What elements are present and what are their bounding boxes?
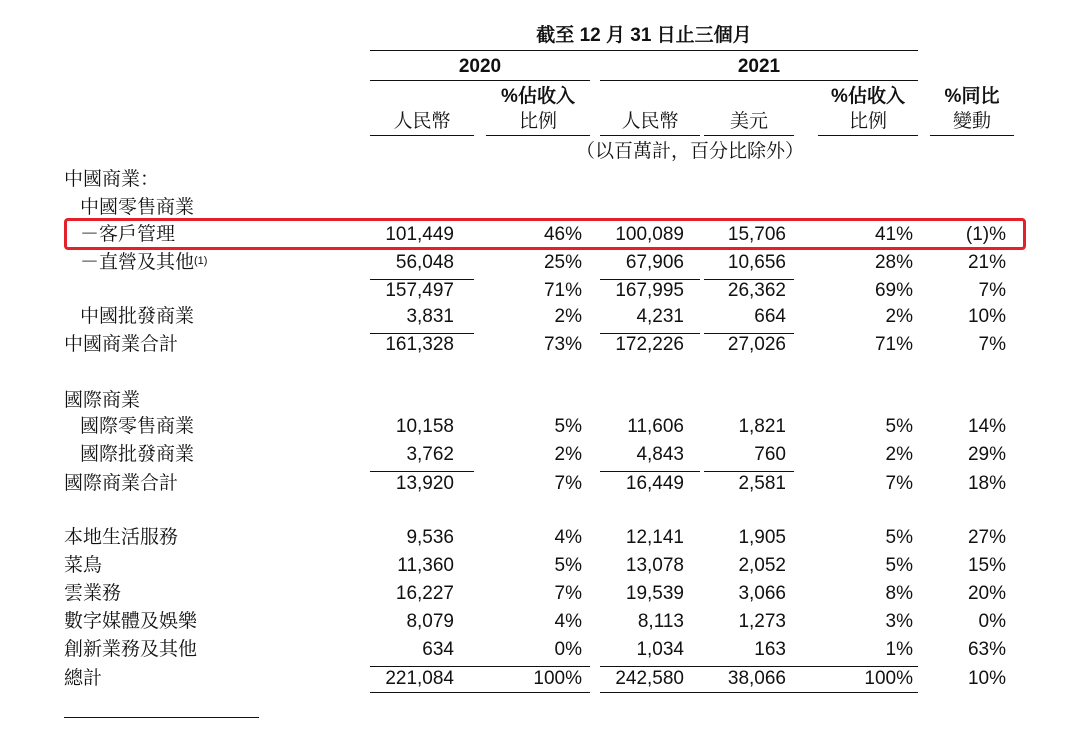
cell-rmb-2020: 56,048: [395, 252, 454, 273]
cell-usd-2021: 664: [754, 306, 786, 327]
row-label-text: 國際商業合計: [64, 473, 179, 494]
cell-rmb-2021: 67,906: [625, 252, 684, 273]
cell-rmb-2020: 9,536: [406, 527, 454, 548]
cell-pct-2021: 69%: [874, 280, 913, 301]
cell-pct-2020: 71%: [543, 280, 582, 301]
cell-pct-2021: 100%: [864, 668, 913, 689]
row-label-text: 本地生活服務: [64, 527, 179, 548]
cell-pct-2020: 46%: [543, 224, 582, 245]
header-rule-pct-2020: [486, 135, 590, 136]
cell-usd-2021: 10,656: [727, 252, 786, 273]
section-china-retail: 中國零售商業: [80, 197, 195, 218]
rule-grand-total-2021-bottom: [600, 692, 918, 693]
cell-pct-2020: 4%: [554, 611, 582, 632]
cell-pct-2020: 4%: [554, 527, 582, 548]
rule-subtotal-usd-2021: [704, 279, 794, 280]
section-international-commerce: 國際商業: [64, 390, 141, 411]
cell-rmb-2020: 3,831: [406, 306, 454, 327]
row-label-text: 總計: [64, 668, 103, 689]
rule-grand-total-2020: [370, 666, 590, 667]
cell-rmb-2021: 4,231: [636, 306, 684, 327]
cell-pct-2020: 25%: [543, 252, 582, 273]
row-label-text: －直營及其他: [80, 252, 195, 273]
col-rmb-2020: 人民幣: [393, 111, 451, 132]
cell-pct-2021: 7%: [885, 473, 913, 494]
cell-rmb-2020: 11,360: [397, 555, 454, 576]
rule-subtotal-rmb-2021: [600, 279, 700, 280]
cell-pct-2021: 8%: [885, 583, 913, 604]
row-label-text: 中國批發商業: [80, 306, 195, 327]
cell-pct-2021: 5%: [885, 527, 913, 548]
cell-pct-2020: 7%: [554, 583, 582, 604]
row-label-text: 菜鳥: [64, 555, 103, 576]
cell-rmb-2021: 12,141: [625, 527, 684, 548]
cell-pct-2021: 5%: [885, 416, 913, 437]
section-china-commerce: 中國商業：: [64, 169, 160, 190]
cell-usd-2021: 1,905: [738, 527, 786, 548]
col-yoy-line2: 變動: [952, 111, 991, 132]
cell-pct-2020: 7%: [554, 473, 582, 494]
cell-rmb-2020: 221,084: [385, 668, 454, 689]
header-rule-2020: [370, 80, 590, 81]
cell-usd-2021: 163: [754, 639, 786, 660]
cell-pct-2021: 28%: [874, 252, 913, 273]
cell-usd-2021: 27,026: [727, 334, 786, 355]
cell-rmb-2020: 3,762: [406, 444, 454, 465]
cell-rmb-2021: 16,449: [625, 473, 684, 494]
cell-yoy: 7%: [978, 334, 1006, 355]
col-pct-2020-line1: %佔收入: [501, 86, 575, 107]
cell-rmb-2020: 10,158: [395, 416, 454, 437]
header-rule-period: [370, 50, 918, 51]
row-label-text: 創新業務及其他: [64, 639, 198, 660]
cell-yoy: 18%: [967, 473, 1006, 494]
row-label: [64, 334, 178, 356]
row-label-text: 雲業務: [64, 583, 122, 604]
cell-rmb-2020: 8,079: [406, 611, 454, 632]
row-label-text: 國際零售商業: [80, 416, 195, 437]
col-pct-2021-line2: 比例: [848, 111, 887, 132]
row-label: [64, 555, 102, 577]
cell-rmb-2020: 161,328: [385, 334, 454, 355]
cell-yoy: 27%: [967, 527, 1006, 548]
cell-rmb-2020: 101,449: [385, 224, 454, 245]
cell-yoy: 63%: [967, 639, 1006, 660]
row-label-text: －客戶管理: [80, 224, 176, 245]
row-label: [80, 306, 194, 328]
rule-grand-total-2020-bottom: [370, 692, 590, 693]
year-2021-header: 2021: [737, 56, 781, 77]
rule-intl-total-rmb-2020: [370, 471, 474, 472]
row-label: [64, 668, 102, 690]
unit-note: （以百萬計，百分比除外）: [575, 141, 804, 162]
footnote-separator: [64, 717, 259, 718]
cell-pct-2021: 3%: [885, 611, 913, 632]
cell-rmb-2020: 157,497: [385, 280, 454, 301]
cell-pct-2020: 73%: [543, 334, 582, 355]
cell-yoy: 0%: [978, 611, 1006, 632]
cell-usd-2021: 1,821: [738, 416, 786, 437]
rule-china-total-rmb-2021: [600, 333, 700, 334]
header-rule-2021: [600, 80, 918, 81]
col-pct-2021-line1: %佔收入: [831, 86, 905, 107]
cell-yoy: 7%: [978, 280, 1006, 301]
footnote-marker: (1): [194, 255, 208, 267]
rule-intl-total-rmb-2021: [600, 471, 700, 472]
col-yoy-line1: %同比: [944, 86, 1000, 107]
cell-yoy: 20%: [967, 583, 1006, 604]
cell-rmb-2021: 172,226: [615, 334, 684, 355]
row-label: [80, 224, 175, 246]
row-label: [64, 611, 197, 633]
col-pct-2020-line2: 比例: [518, 111, 557, 132]
cell-rmb-2021: 8,113: [637, 611, 684, 632]
header-rule-yoy: [930, 135, 1014, 136]
cell-yoy: 14%: [967, 416, 1006, 437]
cell-usd-2021: 15,706: [727, 224, 786, 245]
cell-pct-2020: 0%: [554, 639, 582, 660]
row-label: [80, 444, 194, 466]
cell-pct-2021: 2%: [885, 444, 913, 465]
cell-pct-2020: 5%: [554, 555, 582, 576]
cell-pct-2020: 5%: [554, 416, 582, 437]
cell-yoy: 15%: [967, 555, 1006, 576]
cell-pct-2021: 5%: [885, 555, 913, 576]
cell-rmb-2020: 13,920: [395, 473, 454, 494]
rule-intl-total-usd-2021: [704, 471, 794, 472]
rule-grand-total-2021: [600, 666, 918, 667]
row-label-text: 國際批發商業: [80, 444, 195, 465]
rule-subtotal-rmb-2020: [370, 279, 474, 280]
cell-yoy: 10%: [967, 306, 1006, 327]
cell-usd-2021: 3,066: [738, 583, 786, 604]
col-usd-2021: 美元: [729, 111, 768, 132]
cell-rmb-2021: 4,843: [636, 444, 684, 465]
rule-china-total-rmb-2020: [370, 333, 474, 334]
year-2020-header: 2020: [458, 56, 502, 77]
period-header: 截至 12 月 31 日止三個月: [536, 25, 752, 46]
row-label: [64, 527, 178, 549]
cell-rmb-2021: 242,580: [615, 668, 684, 689]
cell-pct-2021: 1%: [885, 639, 913, 660]
row-label: [64, 473, 178, 495]
col-rmb-2021: 人民幣: [621, 111, 679, 132]
cell-usd-2021: 1,273: [738, 611, 786, 632]
cell-pct-2021: 2%: [885, 306, 913, 327]
cell-pct-2020: 2%: [554, 306, 582, 327]
header-rule-usd-2021: [704, 135, 794, 136]
cell-usd-2021: 26,362: [727, 280, 786, 301]
cell-pct-2021: 41%: [874, 224, 913, 245]
cell-usd-2021: 760: [754, 444, 786, 465]
cell-rmb-2021: 11,606: [627, 416, 684, 437]
cell-rmb-2021: 13,078: [625, 555, 684, 576]
cell-rmb-2021: 1,034: [636, 639, 684, 660]
row-label: [64, 583, 121, 605]
cell-usd-2021: 2,052: [738, 555, 786, 576]
cell-yoy: 10%: [967, 668, 1006, 689]
rule-china-total-usd-2021: [704, 333, 794, 334]
header-rule-pct-2021: [818, 135, 918, 136]
row-label-text: 中國商業合計: [64, 334, 179, 355]
cell-usd-2021: 2,581: [738, 473, 786, 494]
cell-usd-2021: 38,066: [727, 668, 786, 689]
cell-yoy: 21%: [967, 252, 1006, 273]
row-label-text: 數字媒體及娛樂: [64, 611, 198, 632]
cell-rmb-2020: 634: [422, 639, 454, 660]
cell-pct-2020: 100%: [533, 668, 582, 689]
cell-pct-2021: 71%: [874, 334, 913, 355]
cell-rmb-2021: 100,089: [615, 224, 684, 245]
cell-yoy: 29%: [967, 444, 1006, 465]
header-rule-rmb-2020: [370, 135, 474, 136]
cell-yoy: (1)%: [965, 224, 1006, 245]
header-rule-rmb-2021: [600, 135, 700, 136]
cell-rmb-2021: 19,539: [625, 583, 684, 604]
row-label: [80, 416, 194, 438]
cell-rmb-2020: 16,227: [395, 583, 454, 604]
row-label: [80, 252, 207, 274]
row-label: [64, 639, 197, 661]
cell-pct-2020: 2%: [554, 444, 582, 465]
cell-rmb-2021: 167,995: [615, 280, 684, 301]
